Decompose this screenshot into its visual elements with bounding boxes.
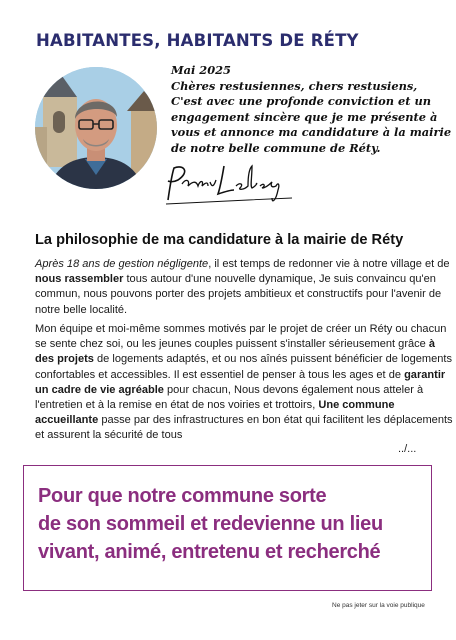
text-run: Mon équipe et moi-même sommes motivés par le projet de créer un Réty ou chacun bbox=[35, 323, 447, 335]
text-run: nous rassembler bbox=[35, 273, 124, 286]
paragraph-projects bbox=[35, 322, 453, 444]
text-run: notre belle localité. bbox=[35, 303, 128, 316]
text-line bbox=[35, 287, 442, 302]
candidate-portrait bbox=[35, 67, 157, 189]
text-run: se sente chez soi, ou les jeunes couples puissent s'installer sérieusement grâce bbox=[35, 338, 429, 351]
text-line bbox=[35, 428, 421, 443]
paragraph-intro bbox=[35, 257, 450, 318]
text-line bbox=[35, 413, 453, 428]
text-run: pour chacun, Nous devons également nous atteler à bbox=[163, 383, 424, 396]
page-headline: HABITANTES, HABITANTS DE RÉTY bbox=[36, 31, 359, 50]
slogan-line: vivant, animé, entretenu et recherché bbox=[38, 541, 381, 563]
text-run: Une commune bbox=[318, 399, 395, 412]
text-run: Après 18 ans de gestion négligente bbox=[35, 258, 209, 270]
intro-letter bbox=[171, 63, 452, 156]
continuation-mark: ../... bbox=[398, 443, 417, 455]
text-line bbox=[35, 272, 436, 287]
text-run: l'entretien et à la remise en état de nos voiries et trottoirs, bbox=[35, 399, 319, 412]
text-run: garantir bbox=[404, 368, 446, 381]
text-run: accueillante bbox=[35, 414, 99, 427]
slogan-line: Pour que notre commune sorte bbox=[38, 485, 327, 507]
text-line bbox=[35, 368, 446, 383]
text-run: de logements adaptés, et ou nos aînés puissent bénéficier de logements bbox=[93, 353, 452, 366]
intro-date: Mai 2025 bbox=[171, 63, 231, 77]
text-line bbox=[35, 257, 450, 272]
intro-line: Chères restusiennes, chers restusiens, bbox=[171, 78, 418, 93]
intro-line: C'est avec une profonde conviction et un bbox=[171, 94, 432, 108]
text-run: des projets bbox=[35, 353, 94, 366]
text-run: commun, nous pouvons porter des projets ambitieux et constructifs pour l'avenir de bbox=[35, 288, 442, 301]
text-run: et assurent la sécurité de tous bbox=[35, 429, 183, 442]
slogan bbox=[38, 482, 383, 566]
text-line bbox=[35, 352, 452, 367]
text-line bbox=[35, 383, 424, 398]
text-run: confortables et accessibles. Il est essentiel de penser à tous les ages et de bbox=[35, 368, 405, 381]
slogan-line: de son sommeil et redevienne un lieu bbox=[38, 513, 383, 535]
text-line bbox=[35, 303, 421, 318]
text-run: à bbox=[428, 338, 436, 351]
intro-line: de notre belle commune de Réty. bbox=[171, 140, 381, 155]
text-run: tous autour d'une nouvelle dynamique, Je suis convaincu qu'en bbox=[123, 273, 436, 286]
text-line bbox=[35, 398, 421, 413]
handwritten-signature bbox=[160, 160, 300, 208]
text-run: passe par des infrastructures en bon état qui facilitent les déplacements bbox=[98, 414, 453, 427]
section-title: La philosophie de ma candidature à la mairie de Réty bbox=[35, 232, 404, 248]
litter-notice: Ne pas jeter sur la voie publique bbox=[332, 602, 425, 609]
intro-line: engagement sincère que je me présente à bbox=[171, 109, 438, 124]
intro-line: vous et annonce ma candidature à la mairie bbox=[171, 125, 452, 139]
text-line bbox=[35, 337, 436, 352]
text-line bbox=[35, 322, 447, 337]
text-run: , il est temps de redonner vie à notre village et de bbox=[208, 258, 450, 270]
text-run: un cadre de vie agréable bbox=[35, 383, 164, 396]
